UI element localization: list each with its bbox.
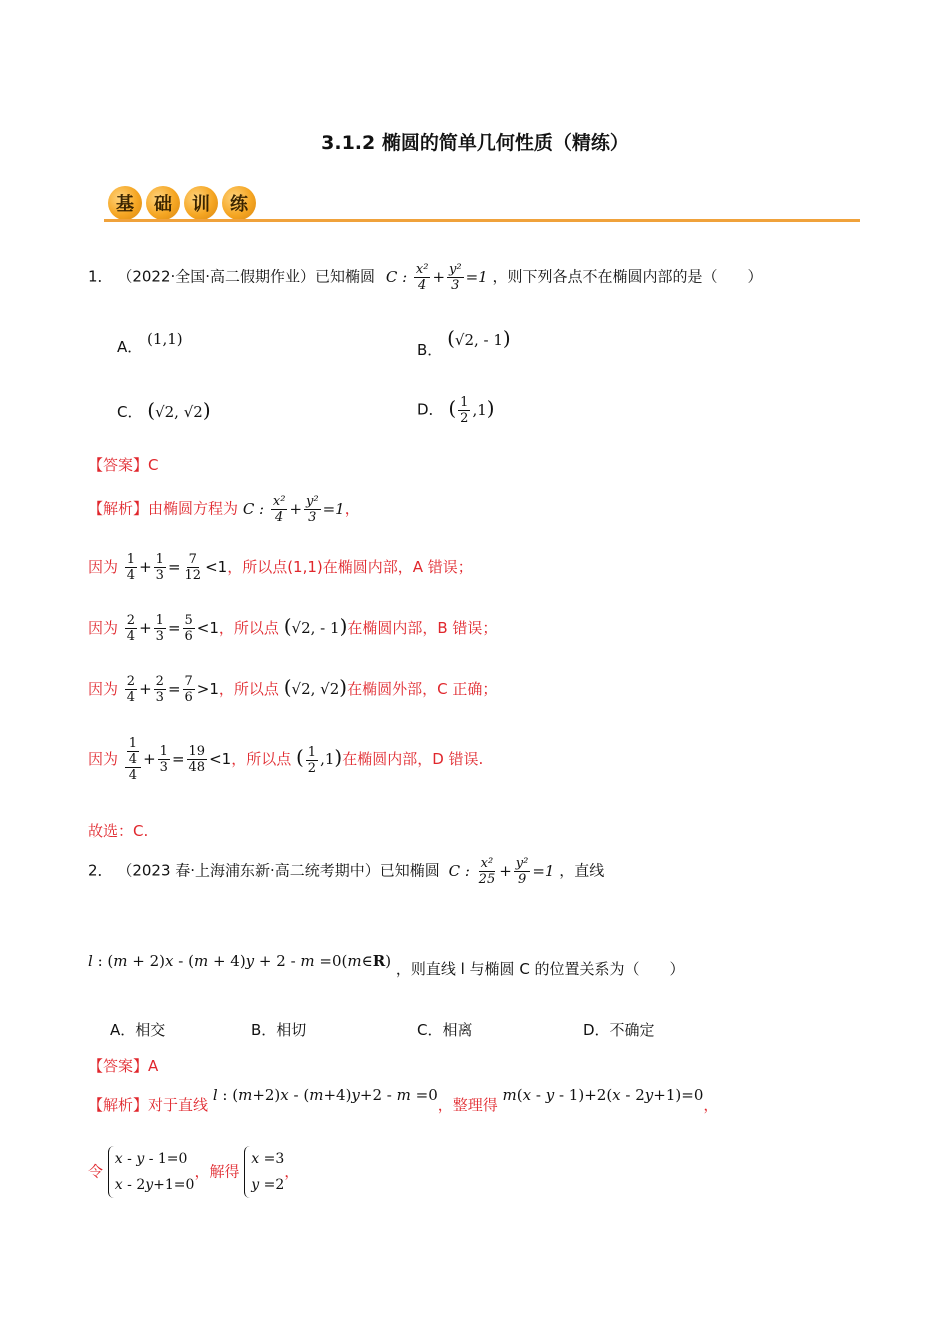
- question-2-number: 2．: [88, 861, 113, 880]
- banner-char-2: 础: [146, 186, 180, 220]
- question-1: [88, 262, 763, 293]
- q2-option-c: C．相离: [417, 1021, 473, 1039]
- q2-answer: 【答案】A: [88, 1057, 159, 1075]
- q1-conclusion: 故选：C.: [88, 822, 149, 840]
- q2-option-d: D．不确定: [583, 1021, 655, 1039]
- option-b: B． (√2, - 1): [417, 326, 511, 359]
- q1-line-a: 因为 $\frac{1}{4}$ + $\frac{1}{3}$ = $\frac{7}{12}$ <1，所以点(1,1)在椭圆内部，A 错误；: [88, 552, 473, 583]
- banner-char-3: 训: [184, 186, 218, 220]
- option-d: D． ( $\frac{1}{2}$ ,1): [417, 395, 495, 426]
- option-c: C． (√2, √2): [117, 398, 211, 422]
- q2-system: 令 x - y - 1=0 x - 2y+1=0，解得 x =3 y =2，: [88, 1146, 299, 1198]
- q1-answer: 【答案】C: [88, 456, 159, 474]
- q1-line-b: 因为 $\frac{2}{4}$ + $\frac{1}{3}$ = $\frac{5}{6}$ <1，所以点 (√2, - 1)在椭圆内部，B 错误；: [88, 613, 498, 644]
- banner-char-1: 基: [108, 186, 142, 220]
- option-a: A． (1,1): [117, 330, 183, 356]
- q2-option-a: A．相交: [110, 1021, 166, 1039]
- section-banner: [108, 186, 260, 220]
- section-divider: [104, 219, 860, 222]
- question-1-source: （2022·全国·高二假期作业）已知椭圆: [117, 267, 376, 286]
- q1-analysis: 【解析】由椭圆方程为 C : $\frac{\text{x²}}{4}$ + $\frac{\text{y²}}{3}$ =1，: [88, 494, 360, 525]
- q1-line-d: 因为 $\frac{\frac{1}{4}}{4}$ + $\frac{1}{3}$ = $\frac{19}{48}$ <1，所以点 ( $\frac{1}{2}$ ,1)在椭圆内部，D 错误.: [88, 736, 484, 783]
- question-1-tail: ，则下列各点不在椭圆内部的是（ ）: [492, 267, 763, 286]
- banner-char-4: 练: [222, 186, 256, 220]
- question-1-number: 1．: [88, 267, 113, 286]
- q2-analysis: 【解析】对于直线 l : (m+2)x - (m+4)y+2 - m =0，整理得 m(x - y - 1)+2(x - 2y+1)=0，: [88, 1086, 719, 1114]
- page-title: 3.1.2 椭圆的简单几何性质（精练）: [321, 132, 629, 154]
- question-2-line: l : (m + 2)x - (m + 4)y + 2 - m =0(m∈R) ，则直线 l 与椭圆 C 的位置关系为（ ）: [88, 952, 685, 978]
- question-2-source: （2023 春·上海浦东新·高二统考期中）已知椭圆: [117, 861, 440, 880]
- ellipse-equation: C : $\frac{\text{x²}}{4}$ + $\frac{\text{y²}}{3}$ =1: [385, 262, 488, 293]
- question-2: 2． （2023 春·上海浦东新·高二统考期中）已知椭圆 C : $\frac{\text{x²}}{25}$ + $\frac{\text{y²}}{9}$ =1 ，直线: [88, 856, 605, 887]
- q2-option-b: B．相切: [251, 1021, 307, 1039]
- q1-line-c: 因为 $\frac{2}{4}$ + $\frac{2}{3}$ = $\frac{7}{6}$ >1，所以点 (√2, √2)在椭圆外部，C 正确；: [88, 674, 498, 705]
